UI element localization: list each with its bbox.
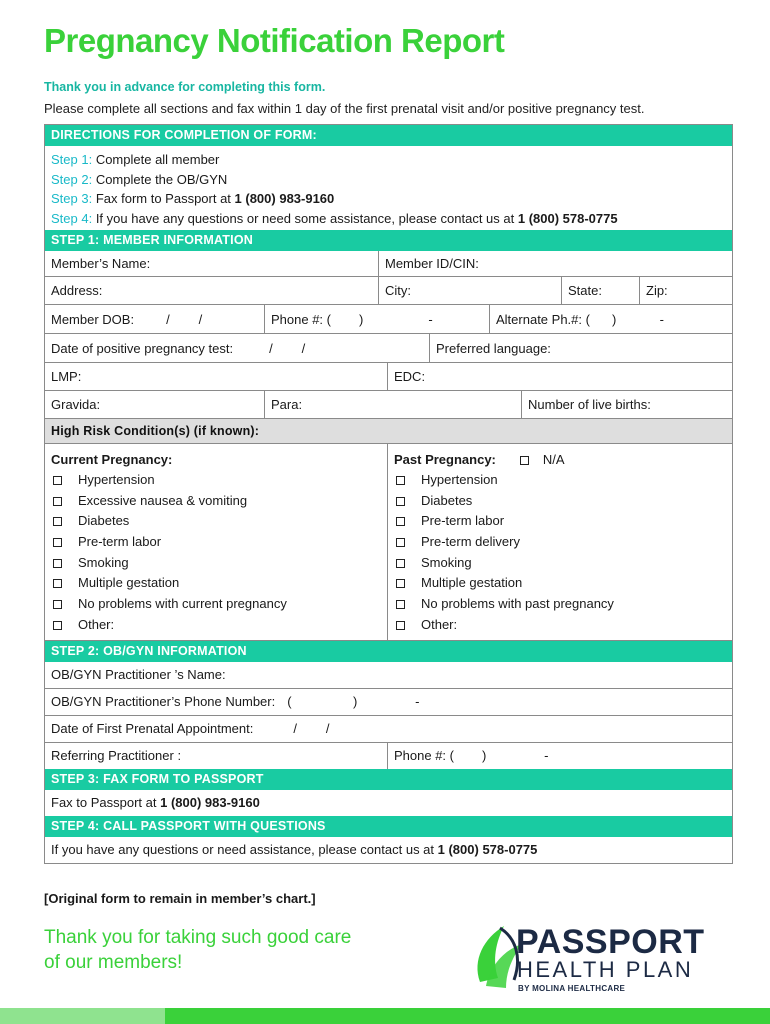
step-text: Complete all member — [92, 152, 220, 167]
checkbox-label: Hypertension — [78, 472, 155, 487]
form-table — [44, 124, 733, 864]
edc-field[interactable] — [387, 363, 732, 390]
state-field[interactable] — [561, 277, 639, 304]
lmp-field[interactable] — [45, 363, 387, 390]
checkbox-icon[interactable] — [396, 579, 405, 588]
step-label: Step 1: — [51, 152, 93, 167]
checkbox-icon[interactable] — [53, 476, 62, 485]
logo-line-3: BY MOLINA HEALTHCARE — [518, 984, 626, 993]
step4-row — [45, 837, 732, 863]
footer-bar — [0, 1008, 770, 1024]
practitioner-phone-row — [45, 688, 732, 715]
checkbox-label: No problems with past pregnancy — [421, 596, 614, 612]
current-checkbox-item[interactable] — [51, 470, 381, 491]
first-appt-slashes: / / — [293, 721, 330, 736]
member-name-label: Member’s Name: — [51, 256, 151, 271]
phone-rest: ) - — [359, 311, 433, 327]
current-checkbox-item[interactable] — [51, 491, 381, 512]
step2-header: STEP 2: OB/GYN INFORMATION — [45, 640, 732, 662]
current-pregnancy-column — [45, 444, 388, 640]
dob-slashes: / / — [166, 311, 203, 327]
current-checkbox-item[interactable] — [51, 553, 381, 574]
dob-label: Member DOB: — [51, 311, 135, 327]
member-id-label: Member ID/CIN: — [385, 256, 479, 271]
current-checkbox-item[interactable] — [51, 511, 381, 532]
practitioner-name-row — [45, 662, 732, 688]
step-label: Step 4: — [51, 210, 93, 226]
footer-thanks-line-2: of our members! — [44, 952, 183, 973]
city-label: City: — [385, 283, 411, 298]
checkbox-label: Excessive nausea & vomiting — [78, 492, 248, 508]
preferred-language-field[interactable] — [429, 334, 732, 362]
past-pregnancy-column — [388, 444, 732, 640]
step3-row — [45, 790, 732, 816]
practitioner-name-label: OB/GYN Practitioner ’s Name: — [51, 667, 226, 682]
live-births-field[interactable] — [521, 391, 732, 418]
preferred-language-label: Preferred language: — [436, 340, 551, 356]
ref-phone-label: Phone #: ( — [394, 748, 454, 763]
step4-text — [45, 837, 732, 863]
checkbox-icon[interactable] — [520, 456, 529, 465]
checkbox-label: Other: — [78, 616, 115, 632]
checkbox-icon[interactable] — [396, 559, 405, 568]
address-label: Address: — [51, 283, 103, 298]
gravida-field[interactable] — [45, 391, 264, 418]
practitioner-name-field[interactable] — [45, 662, 732, 688]
lmp-row — [45, 362, 732, 390]
para-field[interactable] — [264, 391, 521, 418]
footer-thanks-line-1: Thank you for taking such good care — [44, 927, 352, 948]
member-name-row — [45, 251, 732, 276]
checkbox-label: No problems with current pregnancy — [78, 596, 287, 612]
fax-number: 1 (800) 983-9160 — [160, 795, 260, 810]
checkbox-icon[interactable] — [396, 600, 405, 609]
checkbox-label: Pre-term labor — [421, 513, 505, 529]
positive-test-field[interactable] — [45, 334, 429, 362]
gravida-row — [45, 390, 732, 418]
high-risk-header: High Risk Condition(s) (if known): — [45, 418, 732, 443]
footer-bar-segment — [0, 1008, 165, 1024]
contact-number: 1 (800) 578-0775 — [437, 842, 538, 857]
city-field[interactable] — [378, 277, 561, 304]
direction-step-3 — [51, 189, 726, 209]
directions-list — [45, 146, 732, 230]
ref-phone-field[interactable] — [387, 743, 732, 769]
gravida-label: Gravida: — [51, 397, 101, 412]
current-checkbox-item[interactable] — [51, 573, 381, 594]
checkbox-label: Diabetes — [78, 513, 130, 529]
phone-number: 1 (800) 578-0775 — [517, 210, 618, 226]
past-checkbox-item[interactable] — [394, 491, 726, 512]
lmp-label: LMP: — [51, 369, 82, 384]
direction-step-2 — [51, 170, 726, 190]
checkbox-label: Smoking — [78, 554, 129, 570]
checkbox-icon[interactable] — [53, 538, 62, 547]
past-checkbox-item[interactable] — [394, 532, 726, 553]
past-checkbox-item[interactable] — [394, 470, 726, 491]
step-label: Step 3: — [51, 191, 93, 206]
first-appt-label: Date of First Prenatal Appointment: — [51, 721, 254, 736]
positive-test-label: Date of positive pregnancy test: — [51, 340, 234, 356]
past-checkbox-item[interactable] — [394, 615, 726, 636]
current-checkbox-item[interactable] — [51, 615, 381, 636]
fax-text: Fax to Passport at — [51, 795, 161, 810]
positive-test-slashes: / / — [269, 340, 306, 356]
ref-phone-rest: ) - — [482, 748, 549, 763]
checkbox-label: Other: — [421, 616, 458, 632]
checkbox-icon[interactable] — [396, 517, 405, 526]
checkbox-label: Pre-term labor — [78, 534, 162, 550]
checkbox-label: Smoking — [421, 554, 472, 570]
step3-text — [45, 790, 732, 816]
checkbox-icon[interactable] — [53, 559, 62, 568]
first-appt-field[interactable] — [45, 716, 732, 742]
instructions: Please complete all sections and fax within 1 day of the first prenatal visit and/or positive pregnancy test. — [44, 101, 645, 116]
practitioner-phone-field[interactable] — [45, 689, 732, 715]
alt-phone-field[interactable] — [489, 305, 732, 333]
footnote: [Original form to remain in member’s chart.] — [44, 891, 316, 906]
dob-field[interactable] — [45, 305, 264, 333]
first-appt-row — [45, 715, 732, 742]
current-checkbox-item[interactable] — [51, 594, 381, 615]
checkbox-icon[interactable] — [53, 579, 62, 588]
phone-label: Phone #: ( — [271, 311, 331, 327]
address-row — [45, 276, 732, 304]
alt-phone-rest: ) - — [611, 311, 664, 327]
thanks-note: Thank you in advance for completing this form. — [44, 80, 326, 94]
past-pregnancy-title: Past Pregnancy: — [394, 452, 496, 467]
practitioner-phone-rest: ( ) - — [287, 694, 420, 709]
step-text: If you have any questions or need some assistance, please contact us at — [92, 210, 518, 226]
checkbox-icon[interactable] — [53, 600, 62, 609]
checkbox-icon[interactable] — [53, 497, 62, 506]
zip-field[interactable] — [639, 277, 732, 304]
footer-thanks — [44, 925, 351, 975]
address-field[interactable] — [45, 277, 378, 304]
checkbox-label: Pre-term delivery — [421, 534, 520, 550]
checkbox-label: Hypertension — [421, 472, 498, 487]
live-births-label: Number of live births: — [528, 397, 651, 412]
step-text: Fax form to Passport at — [92, 191, 235, 206]
past-checkbox-item[interactable] — [394, 511, 726, 532]
state-label: State: — [568, 283, 602, 298]
direction-step-4 — [51, 209, 726, 229]
logo-line-1: PASSPORT — [516, 923, 705, 961]
step4-header: STEP 4: CALL PASSPORT WITH QUESTIONS — [45, 816, 732, 837]
page-title: Pregnancy Notification Report — [44, 22, 505, 59]
alt-phone-label: Alternate Ph.#: ( — [496, 311, 590, 327]
high-risk-section — [45, 443, 732, 640]
past-pregnancy-title-row — [394, 450, 726, 470]
checkbox-icon[interactable] — [53, 621, 62, 630]
checkbox-icon[interactable] — [53, 517, 62, 526]
edc-label: EDC: — [394, 369, 426, 384]
past-checkbox-item[interactable] — [394, 594, 726, 615]
para-label: Para: — [271, 397, 303, 412]
past-checkbox-item[interactable] — [394, 553, 726, 574]
contact-text: If you have any questions or need assistance, please contact us at — [51, 842, 438, 857]
member-name-field[interactable] — [45, 251, 378, 276]
referring-label: Referring Practitioner : — [51, 748, 182, 763]
phone-field[interactable] — [264, 305, 489, 333]
step3-header: STEP 3: FAX FORM TO PASSPORT — [45, 769, 732, 790]
step-label: Step 2: — [51, 171, 93, 187]
member-id-field[interactable] — [378, 251, 732, 276]
checkbox-icon[interactable] — [396, 621, 405, 630]
step-text: Complete the OB/GYN — [92, 171, 228, 187]
past-checkbox-item[interactable] — [394, 573, 726, 594]
checkbox-label: Multiple gestation — [78, 575, 180, 591]
dob-row — [45, 304, 732, 333]
checkbox-icon[interactable] — [396, 497, 405, 506]
positive-test-row — [45, 333, 732, 362]
logo-line-2: HEALTH PLAN — [517, 957, 694, 982]
directions-header: DIRECTIONS FOR COMPLETION OF FORM: — [45, 125, 732, 146]
current-pregnancy-title: Current Pregnancy: — [51, 452, 173, 467]
fax-number: 1 (800) 983-9160 — [234, 191, 335, 206]
referring-row — [45, 742, 732, 769]
checkbox-icon[interactable] — [396, 476, 405, 485]
direction-step-1 — [51, 150, 726, 170]
na-label: N/A — [542, 452, 565, 467]
checkbox-icon[interactable] — [396, 538, 405, 547]
zip-label: Zip: — [646, 283, 668, 298]
step1-header: STEP 1: MEMBER INFORMATION — [45, 230, 732, 251]
checkbox-label: Diabetes — [421, 492, 473, 508]
current-checkbox-item[interactable] — [51, 532, 381, 553]
referring-field[interactable] — [45, 743, 387, 769]
practitioner-phone-label: OB/GYN Practitioner’s Phone Number: — [51, 694, 276, 709]
checkbox-label: Multiple gestation — [421, 575, 523, 591]
passport-logo — [470, 920, 730, 1000]
